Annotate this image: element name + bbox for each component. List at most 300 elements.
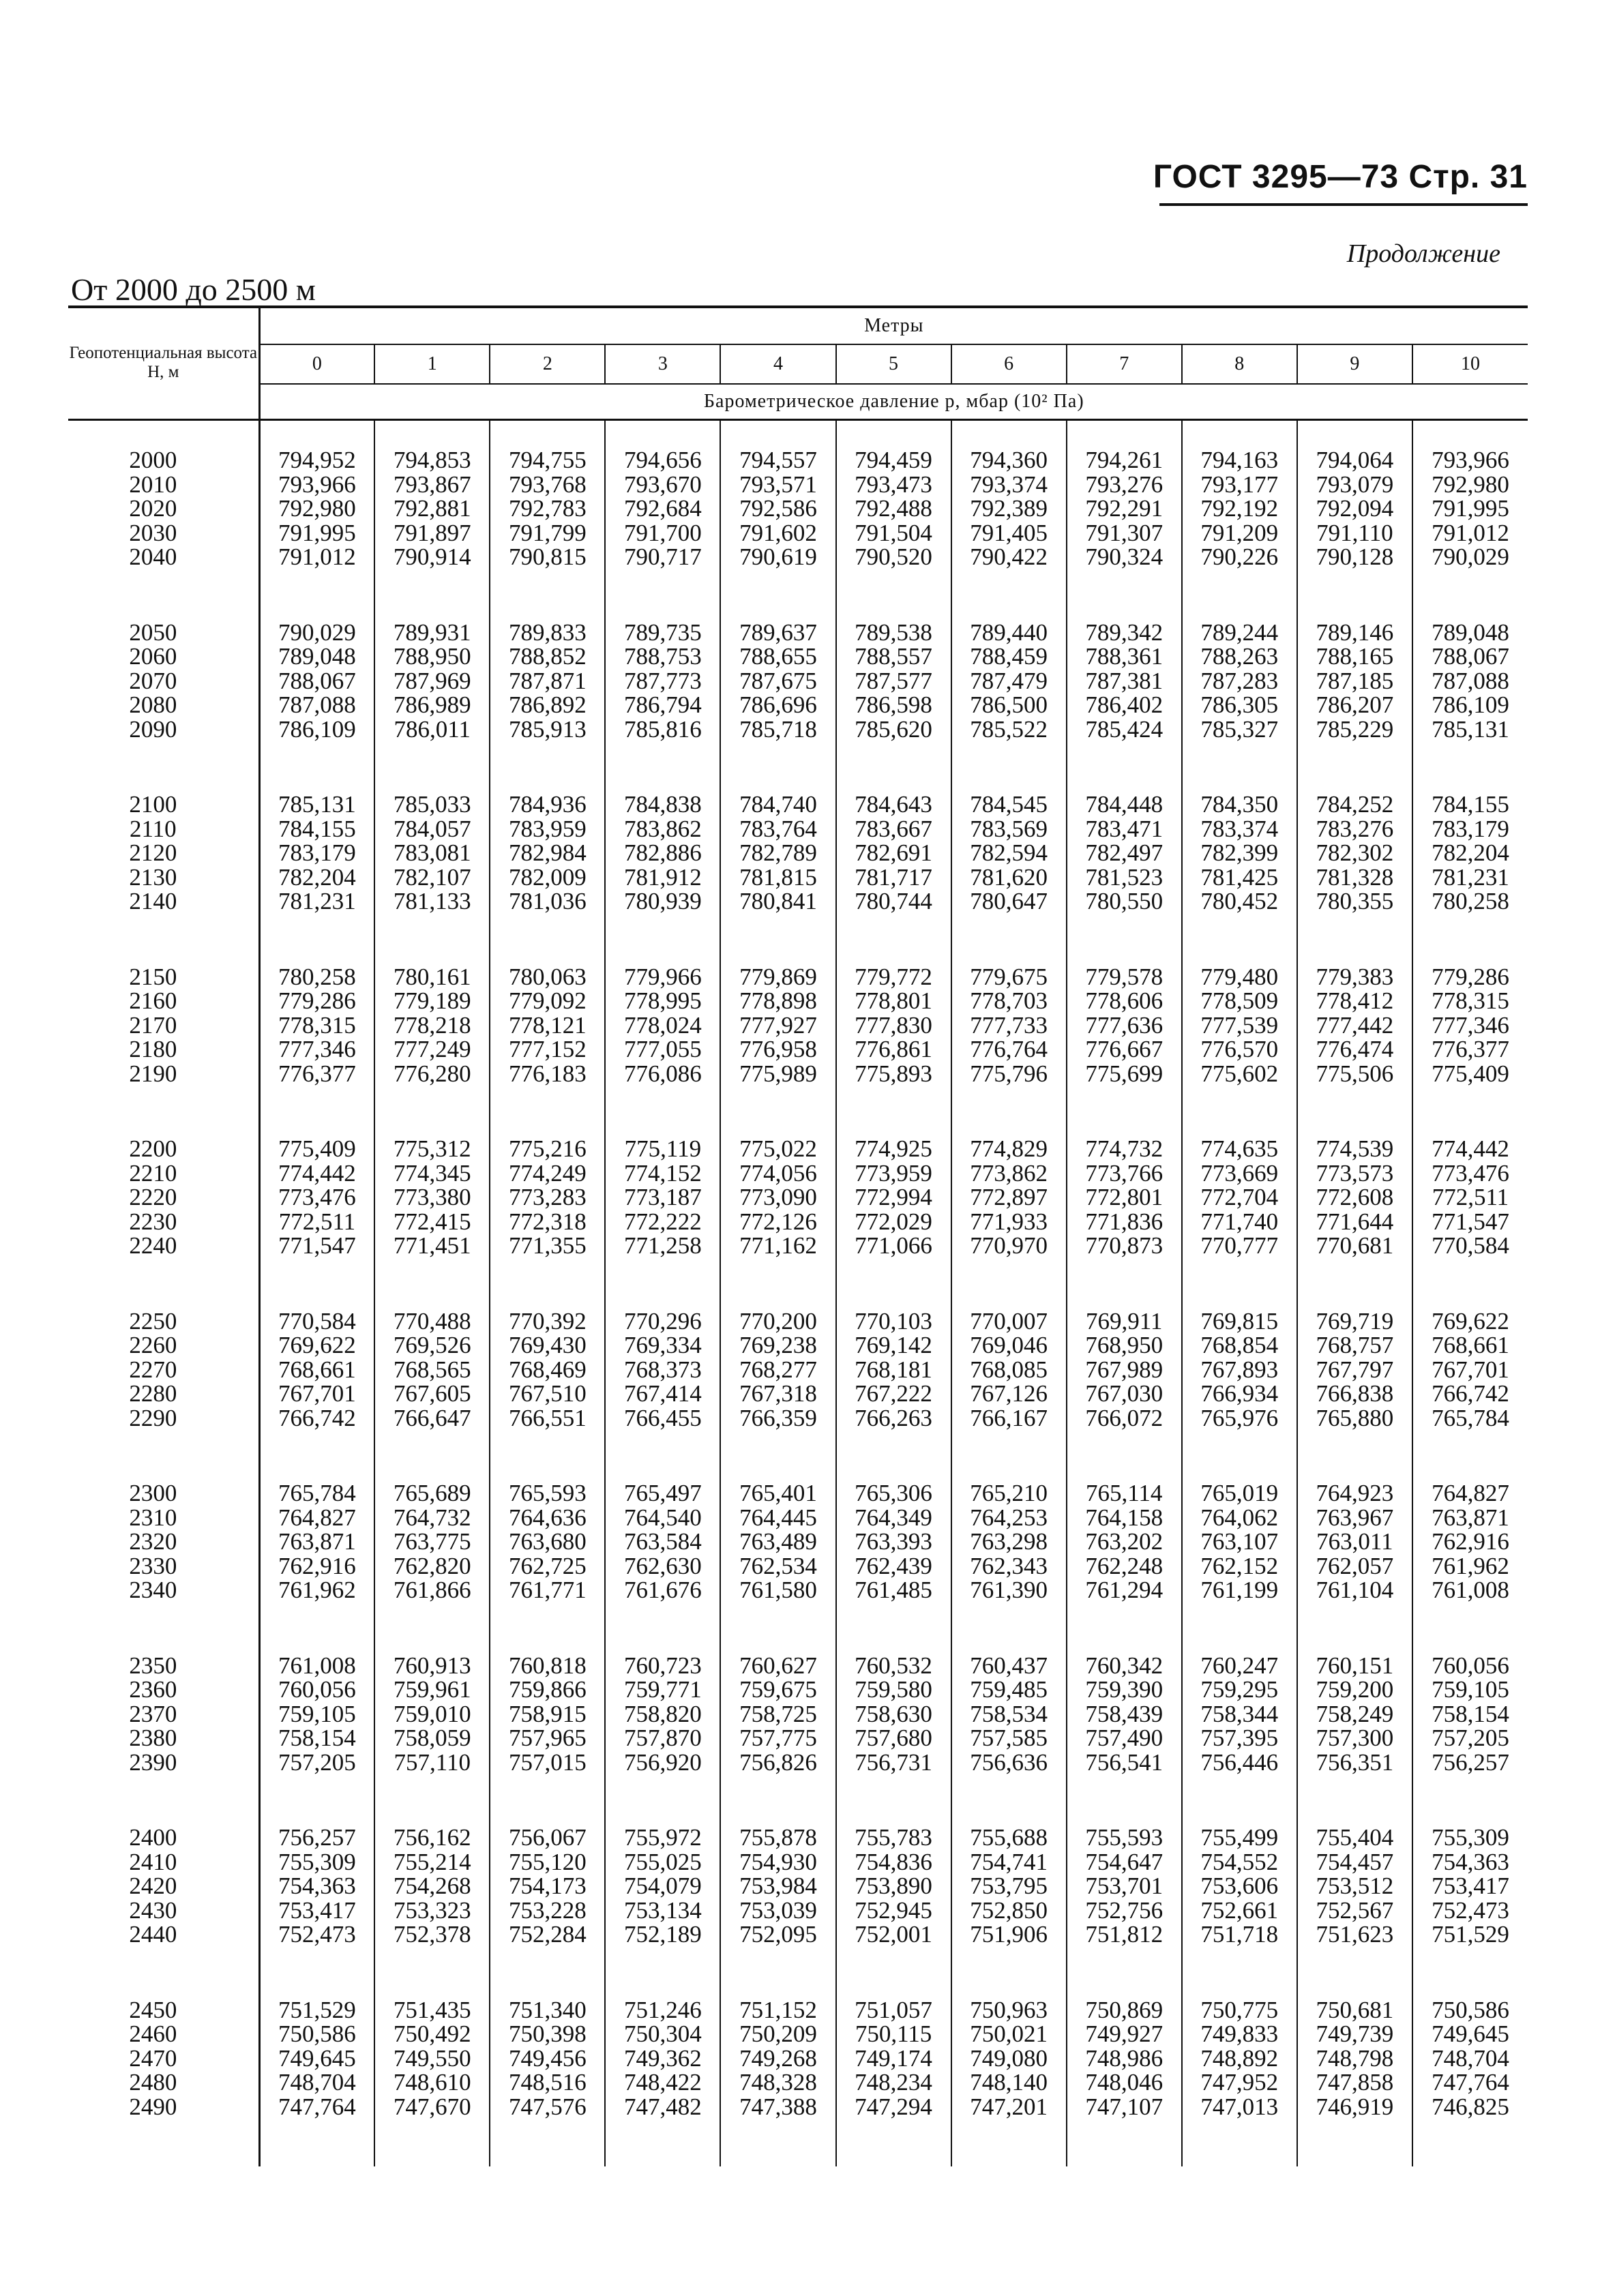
pressure-cell: 771,740 [1182, 1210, 1297, 1234]
pressure-cell: 769,622 [1432, 1307, 1509, 1335]
pressure-cell: 777,346 [259, 1037, 374, 1062]
table-row [68, 1898, 1528, 1923]
pressure-cell: 792,980 [1432, 471, 1509, 498]
pressure-cell: 772,801 [1067, 1185, 1182, 1210]
pressure-cell: 780,063 [490, 938, 605, 989]
pressure-cell: 767,701 [1432, 1356, 1509, 1383]
pressure-cell: 750,492 [374, 2022, 490, 2046]
pressure-cell: 766,263 [836, 1406, 951, 1455]
height-cell: 2370 [68, 1702, 259, 1727]
height-cell: 2180 [68, 1037, 259, 1062]
pressure-cell: 756,731 [836, 1750, 951, 1799]
pressure-cell: 783,276 [1297, 817, 1412, 841]
table-row [68, 1013, 1528, 1038]
pressure-cell: 783,764 [720, 817, 835, 841]
pressure-cell: 751,340 [490, 1971, 605, 2023]
pressure-cell: 771,451 [374, 1234, 490, 1282]
pressure-cell: 793,768 [490, 473, 605, 497]
pressure-cell: 761,390 [951, 1578, 1067, 1626]
pressure-cell: 779,578 [1067, 938, 1182, 989]
table-row [68, 841, 1528, 865]
pressure-cell: 767,030 [1067, 1382, 1182, 1406]
pressure-cell: 786,109 [1432, 691, 1509, 718]
table-row [68, 2095, 1528, 2167]
pressure-cell: 788,165 [1297, 644, 1412, 669]
height-cell: 2150 [68, 938, 259, 989]
pressure-cell: 764,732 [374, 1506, 490, 1530]
continuation-label: Продолжение [1346, 239, 1500, 268]
pressure-cell: 782,789 [720, 841, 835, 865]
pressure-cell: 770,296 [605, 1282, 720, 1334]
pressure-cell: 774,442 [1432, 1135, 1509, 1162]
pressure-cell: 757,775 [720, 1726, 835, 1750]
pressure-cell: 750,963 [951, 1971, 1067, 2023]
pressure-cell: 760,056 [1432, 1652, 1509, 1679]
table-row [68, 1678, 1528, 1702]
pressure-cell: 748,234 [836, 2070, 951, 2095]
pressure-cell: 775,119 [605, 1109, 720, 1161]
pressure-cell: 759,485 [951, 1678, 1067, 1702]
pressure-cell: 756,446 [1182, 1750, 1297, 1799]
pressure-cell: 748,986 [1067, 2046, 1182, 2071]
pressure-cell: 764,827 [259, 1506, 374, 1530]
height-cell: 2080 [68, 693, 259, 717]
pressure-cell: 790,324 [1067, 545, 1182, 593]
table-row [68, 1358, 1528, 1382]
pressure-cell: 760,913 [374, 1626, 490, 1678]
pressure-cell: 773,959 [836, 1161, 951, 1186]
pressure-cell: 754,930 [720, 1850, 835, 1875]
table-row [68, 765, 1528, 817]
height-cell: 2450 [68, 1971, 259, 2023]
pressure-cell: 760,151 [1297, 1626, 1412, 1678]
pressure-cell: 770,873 [1067, 1234, 1182, 1282]
pressure-cell: 792,389 [951, 496, 1067, 521]
height-column-header: Геопотенциальная высота H, м [68, 307, 259, 420]
pressure-cell: 791,012 [1432, 519, 1509, 546]
table-row [68, 593, 1528, 645]
pressure-cell: 776,086 [605, 1062, 720, 1110]
pressure-cell: 762,630 [605, 1554, 720, 1579]
pressure-cell: 788,067 [259, 669, 374, 694]
pressure-cell: 757,300 [1297, 1726, 1412, 1750]
pressure-cell: 761,485 [836, 1578, 951, 1626]
height-cell: 2490 [68, 2095, 259, 2167]
pressure-cell: 770,777 [1182, 1234, 1297, 1282]
height-cell: 2400 [68, 1798, 259, 1850]
pressure-cell: 773,476 [259, 1185, 374, 1210]
pressure-cell: 763,393 [836, 1530, 951, 1554]
pressure-cell: 758,725 [720, 1702, 835, 1727]
pressure-cell: 775,699 [1067, 1062, 1182, 1110]
pressure-cell: 769,622 [259, 1333, 374, 1358]
pressure-cell: 749,739 [1297, 2022, 1412, 2046]
column-header-8: 8 [1182, 344, 1297, 384]
pressure-cell: 793,966 [259, 473, 374, 497]
table-row [68, 817, 1528, 841]
pressure-cell: 766,838 [1297, 1382, 1412, 1406]
pressure-cell: 755,309 [259, 1850, 374, 1875]
pressure-cell: 788,361 [1067, 644, 1182, 669]
pressure-cell: 790,520 [836, 545, 951, 593]
table-row [68, 2022, 1528, 2046]
pressure-cell: 761,104 [1297, 1578, 1412, 1626]
pressure-cell: 760,818 [490, 1626, 605, 1678]
pressure-cell: 784,252 [1297, 765, 1412, 817]
pressure-cell: 785,229 [1297, 717, 1412, 766]
pressure-cell: 774,345 [374, 1161, 490, 1186]
pressure-cell: 749,080 [951, 2046, 1067, 2071]
pressure-cell: 762,534 [720, 1554, 835, 1579]
table-row [68, 989, 1528, 1013]
pressure-cell: 763,489 [720, 1530, 835, 1554]
column-number-row [68, 344, 1528, 384]
pressure-cell: 748,140 [951, 2070, 1067, 2095]
height-cell: 2170 [68, 1013, 259, 1038]
pressure-cell: 778,218 [374, 1013, 490, 1038]
table-row [68, 2070, 1528, 2095]
pressure-cell: 752,945 [836, 1898, 951, 1923]
pressure-cell: 789,735 [605, 593, 720, 645]
pressure-cell: 760,437 [951, 1626, 1067, 1678]
pressure-cell: 757,015 [490, 1750, 605, 1799]
pressure-cell: 758,439 [1067, 1702, 1182, 1727]
table-row [68, 938, 1528, 989]
pressure-cell: 780,939 [605, 889, 720, 938]
pressure-cell: 774,925 [836, 1109, 951, 1161]
pressure-cell: 754,552 [1182, 1850, 1297, 1875]
height-cell: 2110 [68, 817, 259, 841]
pressure-cell: 780,161 [374, 938, 490, 989]
height-cell: 2390 [68, 1750, 259, 1799]
pressure-cell: 779,383 [1297, 938, 1412, 989]
height-cell: 2020 [68, 496, 259, 521]
pressure-cell: 749,362 [605, 2046, 720, 2071]
pressure-table [68, 305, 1528, 2166]
pressure-cell: 787,381 [1067, 669, 1182, 694]
table-row [68, 669, 1528, 694]
pressure-cell: 781,231 [1432, 863, 1509, 891]
pressure-cell: 760,627 [720, 1626, 835, 1678]
pressure-cell: 746,825 [1432, 2093, 1509, 2120]
pressure-cell: 787,871 [490, 669, 605, 694]
pressure-cell: 764,636 [490, 1506, 605, 1530]
pressure-cell: 765,784 [259, 1454, 374, 1506]
pressure-cell: 762,820 [374, 1554, 490, 1579]
pressure-cell: 791,110 [1297, 521, 1412, 546]
pressure-cell: 783,374 [1182, 817, 1297, 841]
pressure-cell: 788,950 [374, 644, 490, 669]
pressure-cell: 777,733 [951, 1013, 1067, 1038]
pressure-cell: 772,126 [720, 1210, 835, 1234]
pressure-cell: 774,732 [1067, 1109, 1182, 1161]
pressure-cell: 778,509 [1182, 989, 1297, 1013]
pressure-cell: 790,226 [1182, 545, 1297, 593]
pressure-cell: 782,594 [951, 841, 1067, 865]
pressure-cell: 753,795 [951, 1874, 1067, 1898]
pressure-cell: 786,892 [490, 693, 605, 717]
pressure-cell: 767,126 [951, 1382, 1067, 1406]
pressure-cell: 772,511 [259, 1210, 374, 1234]
pressure-cell: 781,620 [951, 865, 1067, 890]
pressure-cell: 772,318 [490, 1210, 605, 1234]
height-cell: 2360 [68, 1678, 259, 1702]
pressure-cell: 791,897 [374, 521, 490, 546]
pressure-cell: 783,081 [374, 841, 490, 865]
column-header-9: 9 [1297, 344, 1412, 384]
pressure-cell: 773,573 [1297, 1161, 1412, 1186]
pressure-cell: 784,057 [374, 817, 490, 841]
pressure-cell: 758,154 [259, 1726, 374, 1750]
pressure-cell: 771,162 [720, 1234, 835, 1282]
pressure-cell: 752,095 [720, 1922, 835, 1971]
pressure-cell: 774,635 [1182, 1109, 1297, 1161]
pressure-cell: 756,067 [490, 1798, 605, 1850]
pressure-cell: 769,238 [720, 1333, 835, 1358]
column-header-6: 6 [951, 344, 1067, 384]
height-cell: 2460 [68, 2022, 259, 2046]
pressure-cell: 753,701 [1067, 1874, 1182, 1898]
pressure-cell: 756,351 [1297, 1750, 1412, 1799]
pressure-cell: 749,456 [490, 2046, 605, 2071]
pressure-cell: 763,298 [951, 1530, 1067, 1554]
pressure-cell: 758,915 [490, 1702, 605, 1727]
pressure-cell: 776,570 [1182, 1037, 1297, 1062]
pressure-cell: 763,202 [1067, 1530, 1182, 1554]
table-row [68, 1234, 1528, 1282]
pressure-cell: 779,772 [836, 938, 951, 989]
pressure-cell: 766,742 [1432, 1380, 1509, 1407]
page-header: ГОСТ 3295—73 Стр. 31 [1153, 159, 1528, 195]
pressure-cell: 789,931 [374, 593, 490, 645]
height-cell: 2030 [68, 521, 259, 546]
pressure-cell: 777,442 [1297, 1013, 1412, 1038]
table-row [68, 1798, 1528, 1850]
pressure-cell: 794,557 [720, 420, 835, 473]
pressure-cell: 776,377 [1432, 1036, 1509, 1062]
pressure-cell: 785,718 [720, 717, 835, 766]
pressure-cell: 783,862 [605, 817, 720, 841]
pressure-cell: 779,286 [259, 989, 374, 1013]
pressure-cell: 753,134 [605, 1898, 720, 1923]
pressure-cell: 775,216 [490, 1109, 605, 1161]
pressure-cell: 794,853 [374, 420, 490, 473]
pressure-cell: 791,700 [605, 521, 720, 546]
pressure-cell: 780,744 [836, 889, 951, 938]
pressure-cell: 775,602 [1182, 1062, 1297, 1110]
pressure-cell: 770,200 [720, 1282, 835, 1334]
pressure-cell: 779,966 [605, 938, 720, 989]
pressure-cell: 747,764 [259, 2095, 374, 2167]
pressure-cell: 763,775 [374, 1530, 490, 1554]
pressure-cell: 747,388 [720, 2095, 835, 2167]
pressure-cell: 757,205 [259, 1750, 374, 1799]
table-row [68, 889, 1528, 938]
pressure-cell: 763,584 [605, 1530, 720, 1554]
pressure-cell: 765,401 [720, 1454, 835, 1506]
pressure-cell: 770,584 [259, 1282, 374, 1334]
pressure-cell: 780,841 [720, 889, 835, 938]
pressure-cell: 788,753 [605, 644, 720, 669]
table-row [68, 1037, 1528, 1062]
pressure-header: Барометрическое давление p, мбар (10² Па) [259, 384, 1528, 420]
pressure-cell: 787,283 [1182, 669, 1297, 694]
pressure-cell: 769,911 [1067, 1282, 1182, 1334]
height-cell: 2140 [68, 889, 259, 938]
pressure-cell: 762,725 [490, 1554, 605, 1579]
pressure-cell: 766,455 [605, 1406, 720, 1455]
pressure-cell: 766,742 [259, 1406, 374, 1455]
height-cell: 2220 [68, 1185, 259, 1210]
height-cell: 2280 [68, 1382, 259, 1406]
range-label: От 2000 до 2500 м [71, 272, 316, 307]
pressure-cell: 748,610 [374, 2070, 490, 2095]
pressure-cell: 776,377 [259, 1062, 374, 1110]
pressure-cell: 775,022 [720, 1109, 835, 1161]
pressure-cell: 755,404 [1297, 1798, 1412, 1850]
pressure-cell: 746,919 [1297, 2095, 1412, 2167]
pressure-cell: 750,775 [1182, 1971, 1297, 2023]
pressure-cell: 751,718 [1182, 1922, 1297, 1971]
height-cell: 2120 [68, 841, 259, 865]
pressure-cell: 754,741 [951, 1850, 1067, 1875]
pressure-cell: 788,852 [490, 644, 605, 669]
pressure-cell: 772,897 [951, 1185, 1067, 1210]
pressure-cell: 750,304 [605, 2022, 720, 2046]
pressure-cell: 752,473 [259, 1922, 374, 1971]
pressure-cell: 756,826 [720, 1750, 835, 1799]
pressure-cell: 766,934 [1182, 1382, 1297, 1406]
pressure-cell: 755,120 [490, 1850, 605, 1875]
pressure-cell: 747,952 [1182, 2070, 1297, 2095]
pressure-cell: 781,231 [259, 889, 374, 938]
table-row [68, 473, 1528, 497]
pressure-cell: 750,869 [1067, 1971, 1182, 2023]
pressure-cell: 783,471 [1067, 817, 1182, 841]
height-cell: 2200 [68, 1109, 259, 1161]
pressure-cell: 769,815 [1182, 1282, 1297, 1334]
height-cell: 2090 [68, 717, 259, 766]
column-header-0: 0 [259, 344, 374, 384]
pressure-cell: 781,717 [836, 865, 951, 890]
pressure-cell: 747,294 [836, 2095, 951, 2167]
pressure-cell: 749,268 [720, 2046, 835, 2071]
pressure-cell: 794,459 [836, 420, 951, 473]
pressure-cell: 752,378 [374, 1922, 490, 1971]
table-row [68, 2046, 1528, 2071]
pressure-cell: 770,584 [1432, 1232, 1509, 1259]
pressure-cell: 781,328 [1297, 865, 1412, 890]
height-cell: 2380 [68, 1726, 259, 1750]
pressure-cell: 783,667 [836, 817, 951, 841]
pressure-cell: 759,961 [374, 1678, 490, 1702]
pressure-cell: 770,007 [951, 1282, 1067, 1334]
column-header-10: 10 [1412, 344, 1528, 384]
pressure-cell: 783,959 [490, 817, 605, 841]
height-cell: 2210 [68, 1161, 259, 1186]
pressure-cell: 786,011 [374, 717, 490, 766]
pressure-cell: 751,152 [720, 1971, 835, 2023]
pressure-cell: 773,187 [605, 1185, 720, 1210]
pressure-cell: 781,912 [605, 865, 720, 890]
pressure-cell: 790,029 [259, 593, 374, 645]
pressure-cell: 762,343 [951, 1554, 1067, 1579]
pressure-cell: 760,342 [1067, 1626, 1182, 1678]
pressure-cell: 786,989 [374, 693, 490, 717]
pressure-cell: 753,323 [374, 1898, 490, 1923]
column-header-5: 5 [836, 344, 951, 384]
pressure-cell: 792,094 [1297, 496, 1412, 521]
pressure-cell: 786,305 [1182, 693, 1297, 717]
pressure-cell: 769,334 [605, 1333, 720, 1358]
pressure-cell: 791,602 [720, 521, 835, 546]
pressure-cell: 753,984 [720, 1874, 835, 1898]
pressure-cell: 776,667 [1067, 1037, 1182, 1062]
pressure-cell: 788,067 [1432, 643, 1509, 670]
pressure-cell: 779,189 [374, 989, 490, 1013]
pressure-cell: 753,228 [490, 1898, 605, 1923]
pressure-cell: 771,547 [259, 1234, 374, 1282]
pressure-cell: 748,704 [259, 2070, 374, 2095]
pressure-cell: 773,476 [1432, 1159, 1509, 1187]
pressure-cell: 756,920 [605, 1750, 720, 1799]
pressure-cell: 777,055 [605, 1037, 720, 1062]
pressure-cell: 765,210 [951, 1454, 1067, 1506]
pressure-cell: 793,276 [1067, 473, 1182, 497]
pressure-cell: 794,755 [490, 420, 605, 473]
pressure-cell: 769,719 [1297, 1282, 1412, 1334]
height-cell: 2410 [68, 1850, 259, 1875]
pressure-cell: 787,088 [259, 693, 374, 717]
pressure-cell: 760,532 [836, 1626, 951, 1678]
pressure-cell: 761,008 [259, 1626, 374, 1678]
pressure-cell: 764,445 [720, 1506, 835, 1530]
pressure-cell: 749,927 [1067, 2022, 1182, 2046]
height-cell: 2160 [68, 989, 259, 1013]
pressure-cell: 788,263 [1182, 644, 1297, 669]
pressure-cell: 787,088 [1432, 667, 1509, 694]
pressure-cell: 755,309 [1432, 1824, 1509, 1851]
pressure-cell: 784,155 [1432, 791, 1509, 818]
pressure-cell: 776,764 [951, 1037, 1067, 1062]
table-row [68, 1062, 1528, 1110]
pressure-cell: 777,152 [490, 1037, 605, 1062]
pressure-cell: 793,571 [720, 473, 835, 497]
pressure-cell: 790,815 [490, 545, 605, 593]
table-row [68, 1554, 1528, 1579]
pressure-cell: 748,328 [720, 2070, 835, 2095]
pressure-cell: 782,886 [605, 841, 720, 865]
pressure-cell: 758,344 [1182, 1702, 1297, 1727]
pressure-cell: 781,425 [1182, 865, 1297, 890]
pressure-cell: 775,506 [1297, 1062, 1412, 1110]
pressure-cell: 770,488 [374, 1282, 490, 1334]
pressure-cell: 792,192 [1182, 496, 1297, 521]
pressure-cell: 776,861 [836, 1037, 951, 1062]
pressure-cell: 780,355 [1297, 889, 1412, 938]
pressure-cell: 767,414 [605, 1382, 720, 1406]
pressure-cell: 789,244 [1182, 593, 1297, 645]
pressure-cell: 794,952 [259, 420, 374, 473]
pressure-cell: 768,277 [720, 1358, 835, 1382]
height-cell: 2480 [68, 2070, 259, 2095]
pressure-cell: 794,656 [605, 420, 720, 473]
pressure-cell: 748,516 [490, 2070, 605, 2095]
pressure-cell: 793,177 [1182, 473, 1297, 497]
pressure-cell: 750,209 [720, 2022, 835, 2046]
pressure-cell: 781,036 [490, 889, 605, 938]
pressure-cell: 763,011 [1297, 1530, 1412, 1554]
